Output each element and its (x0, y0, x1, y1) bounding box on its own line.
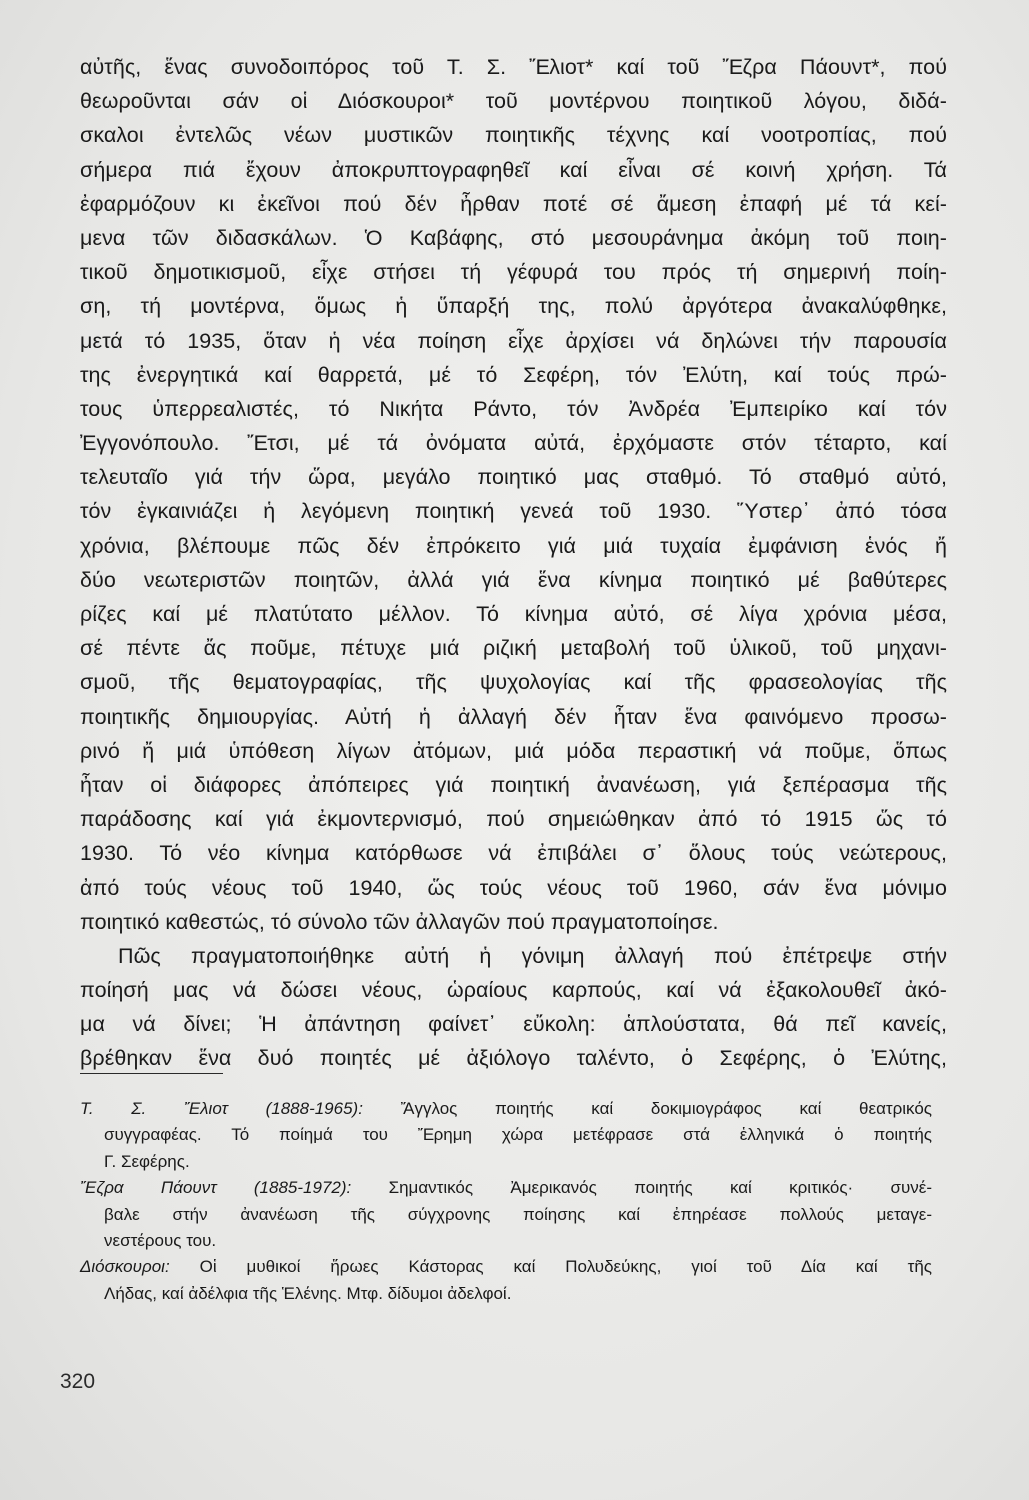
text-line: Πῶς πραγματοποιήθηκε αὐτή ἡ γόνιμη ἀλλαγή πού ἐπέτρεψε στήν (118, 943, 947, 968)
text-line: χρόνια, βλέπουμε πῶς δέν ἐπρόκειτο γιά μιά τυχαία ἐμφάνιση ἑνός ἤ (80, 533, 947, 558)
footnote-term: Τ. Σ. Ἔλιοτ (1888-1965): (80, 1099, 363, 1118)
text-line: σμοῦ, τῆς θεματογραφίας, τῆς ψυχολογίας καί τῆς φρασεολογίας τῆς (80, 670, 947, 695)
footnote-text: Γ. Σεφέρης. (104, 1151, 190, 1171)
text-line: της ἐνεργητικά καί θαρρετά, μέ τό Σεφέρη, τόν Ἐλύτη, καί τούς πρώ- (80, 362, 947, 387)
text-line: τελευταῖο γιά τήν ὥρα, μεγάλο ποιητικό μας σταθμό. Τό σταθμό αὐτό, (80, 465, 947, 490)
text-line: θεωροῦνται σάν οἱ Διόσκουροι* τοῦ μοντέρνου ποιητικοῦ λόγου, διδά- (80, 89, 947, 114)
footnote-term: Ἔζρα Πάουντ (1885-1972): (80, 1178, 352, 1198)
main-text (80, 50, 947, 1076)
text-line: ἐφαρμόζουν κι ἐκεῖνοι πού δέν ἦρθαν ποτέ σέ ἄμεση ἐπαφή μέ τά κεί- (80, 191, 947, 216)
page-number: 320 (60, 1370, 96, 1393)
text-line: τους ὑπερρεαλιστές, τό Νικήτα Ράντο, τόν Ἀνδρέα Ἐμπειρίκο καί τόν (80, 396, 947, 421)
text-line: βρέθηκαν ἕνα δυό ποιητές μέ ἀξιόλογο ταλέντο, ὁ Σεφέρης, ὁ Ἐλύτης, (80, 1046, 947, 1071)
text-line: τικοῦ δημοτικισμοῦ, εἶχε στήσει τή γέφυρά του πρός τή σημερινή ποίη- (80, 260, 947, 285)
text-line: ἦταν οἱ διάφορες ἀπόπειρες γιά ποιητική ἀνανέωση, γιά ξεπέρασμα τῆς (80, 772, 947, 797)
text-line: σέ πέντε ἄς ποῦμε, πέτυχε μιά ριζική μεταβολή τοῦ ὑλικοῦ, τοῦ μηχανι- (80, 636, 947, 661)
footnote-text: νεστέρους του. (104, 1230, 217, 1250)
text-line: μα νά δίνει; Ἡ ἀπάντηση φαίνετ᾽ εὔκολη: ἁπλούστατα, θά πεῖ κανείς, (80, 1012, 947, 1037)
footnote-text: Λήδας, καί ἀδέλφια τῆς Ἑλένης. Μτφ. δίδυμοι ἀδελφοί. (104, 1283, 512, 1303)
text-line: ποιητικῆς δημιουργίας. Αὐτή ἡ ἀλλαγή δέν ἦταν ἕνα φαινόμενο προσω- (80, 704, 947, 729)
text-line: σκαλοι ἐντελῶς νέων μυστικῶν ποιητικῆς τέχνης καί νοοτροπίας, πού (80, 123, 947, 148)
text-line: ποιητικό καθεστώς, τό σύνολο τῶν ἀλλαγῶν πού πραγματοποίησε. (80, 909, 719, 934)
text-line: Ἐγγονόπουλο. Ἔτσι, μέ τά ὀνόματα αὐτά, ἐρχόμαστε στόν τέταρτο, καί (80, 431, 947, 456)
text-line: παράδοσης καί γιά ἐκμοντερνισμό, πού σημειώθηκαν ἀπό τό 1915 ὥς τό (80, 807, 947, 832)
text-line: ρίζες καί μέ πλατύτατο μέλλον. Τό κίνημα αὐτό, σέ λίγα χρόνια μέσα, (80, 602, 947, 626)
text-line: ση, τή μοντέρνα, ὅμως ἡ ὕπαρξή της, πολύ ἀργότερα ἀνακαλύφθηκε, (80, 294, 947, 319)
footnote-term: Διόσκουροι: (80, 1257, 170, 1277)
footnote-text: βαλε στήν ἀνανέωση τῆς σύγχρονης ποίησης καί ἐπηρέασε πολλούς μεταγε- (104, 1204, 932, 1224)
footnote-divider (80, 1073, 223, 1074)
text-line: ἀπό τούς νέους τοῦ 1940, ὥς τούς νέους τοῦ 1960, σάν ἕνα μόνιμο (80, 875, 947, 900)
footnote-text: Σημαντικός Ἀμερικανός ποιητής καί κριτικός· συνέ- (388, 1178, 932, 1198)
text-line: δύο νεωτεριστῶν ποιητῶν, ἀλλά γιά ἕνα κίνημα ποιητικό μέ βαθύτερες (80, 567, 947, 592)
text-line: ποίησή μας νά δώσει νέους, ὡραίους καρπούς, καί νά ἐξακολουθεῖ ἀκό- (80, 978, 947, 1003)
footnote (80, 1096, 932, 1175)
footnote (80, 1254, 932, 1307)
footnote (80, 1175, 932, 1254)
text-line: τόν ἐγκαινιάζει ἡ λεγόμενη ποιητική γενεά τοῦ 1930. Ὕστερ᾽ ἀπό τόσα (80, 499, 947, 524)
text-line: 1930. Τό νέο κίνημα κατόρθωσε νά ἐπιβάλει σ᾽ ὅλους τούς νεώτερους, (80, 841, 947, 866)
text-line: αὐτῆς, ἕνας συνοδοιπόρος τοῦ Τ. Σ. Ἔλιοτ* καί τοῦ Ἔζρα Πάουντ*, πού (80, 55, 947, 79)
text-line: μετά τό 1935, ὅταν ἡ νέα ποίηση εἶχε ἀρχίσει νά δηλώνει τήν παρουσία (80, 328, 947, 353)
footnotes (80, 1096, 932, 1307)
footnote-text: Ἄγγλος ποιητής καί δοκιμιογράφος καί θεατρικός (400, 1099, 932, 1118)
text-line: σήμερα πιά ἔχουν ἀποκρυπτογραφηθεῖ καί εἶναι σέ κοινή χρήση. Τά (80, 157, 947, 182)
text-line: ρινό ἤ μιά ὑπόθεση λίγων ἀτόμων, μιά μόδα περαστική νά ποῦμε, ὅπως (80, 738, 947, 763)
text-line: μενα τῶν διδασκάλων. Ὁ Καβάφης, στό μεσουράνημα ἀκόμη τοῦ ποιη- (80, 225, 947, 250)
footnote-text: Οἱ μυθικοί ἥρωες Κάστορας καί Πολυδεύκης, γιοί τοῦ Δία καί τῆς (199, 1257, 932, 1277)
footnote-text: συγγραφέας. Τό ποίημά του Ἔρημη χώρα μετέφρασε στά ἑλληνικά ὁ ποιητής (104, 1125, 932, 1145)
